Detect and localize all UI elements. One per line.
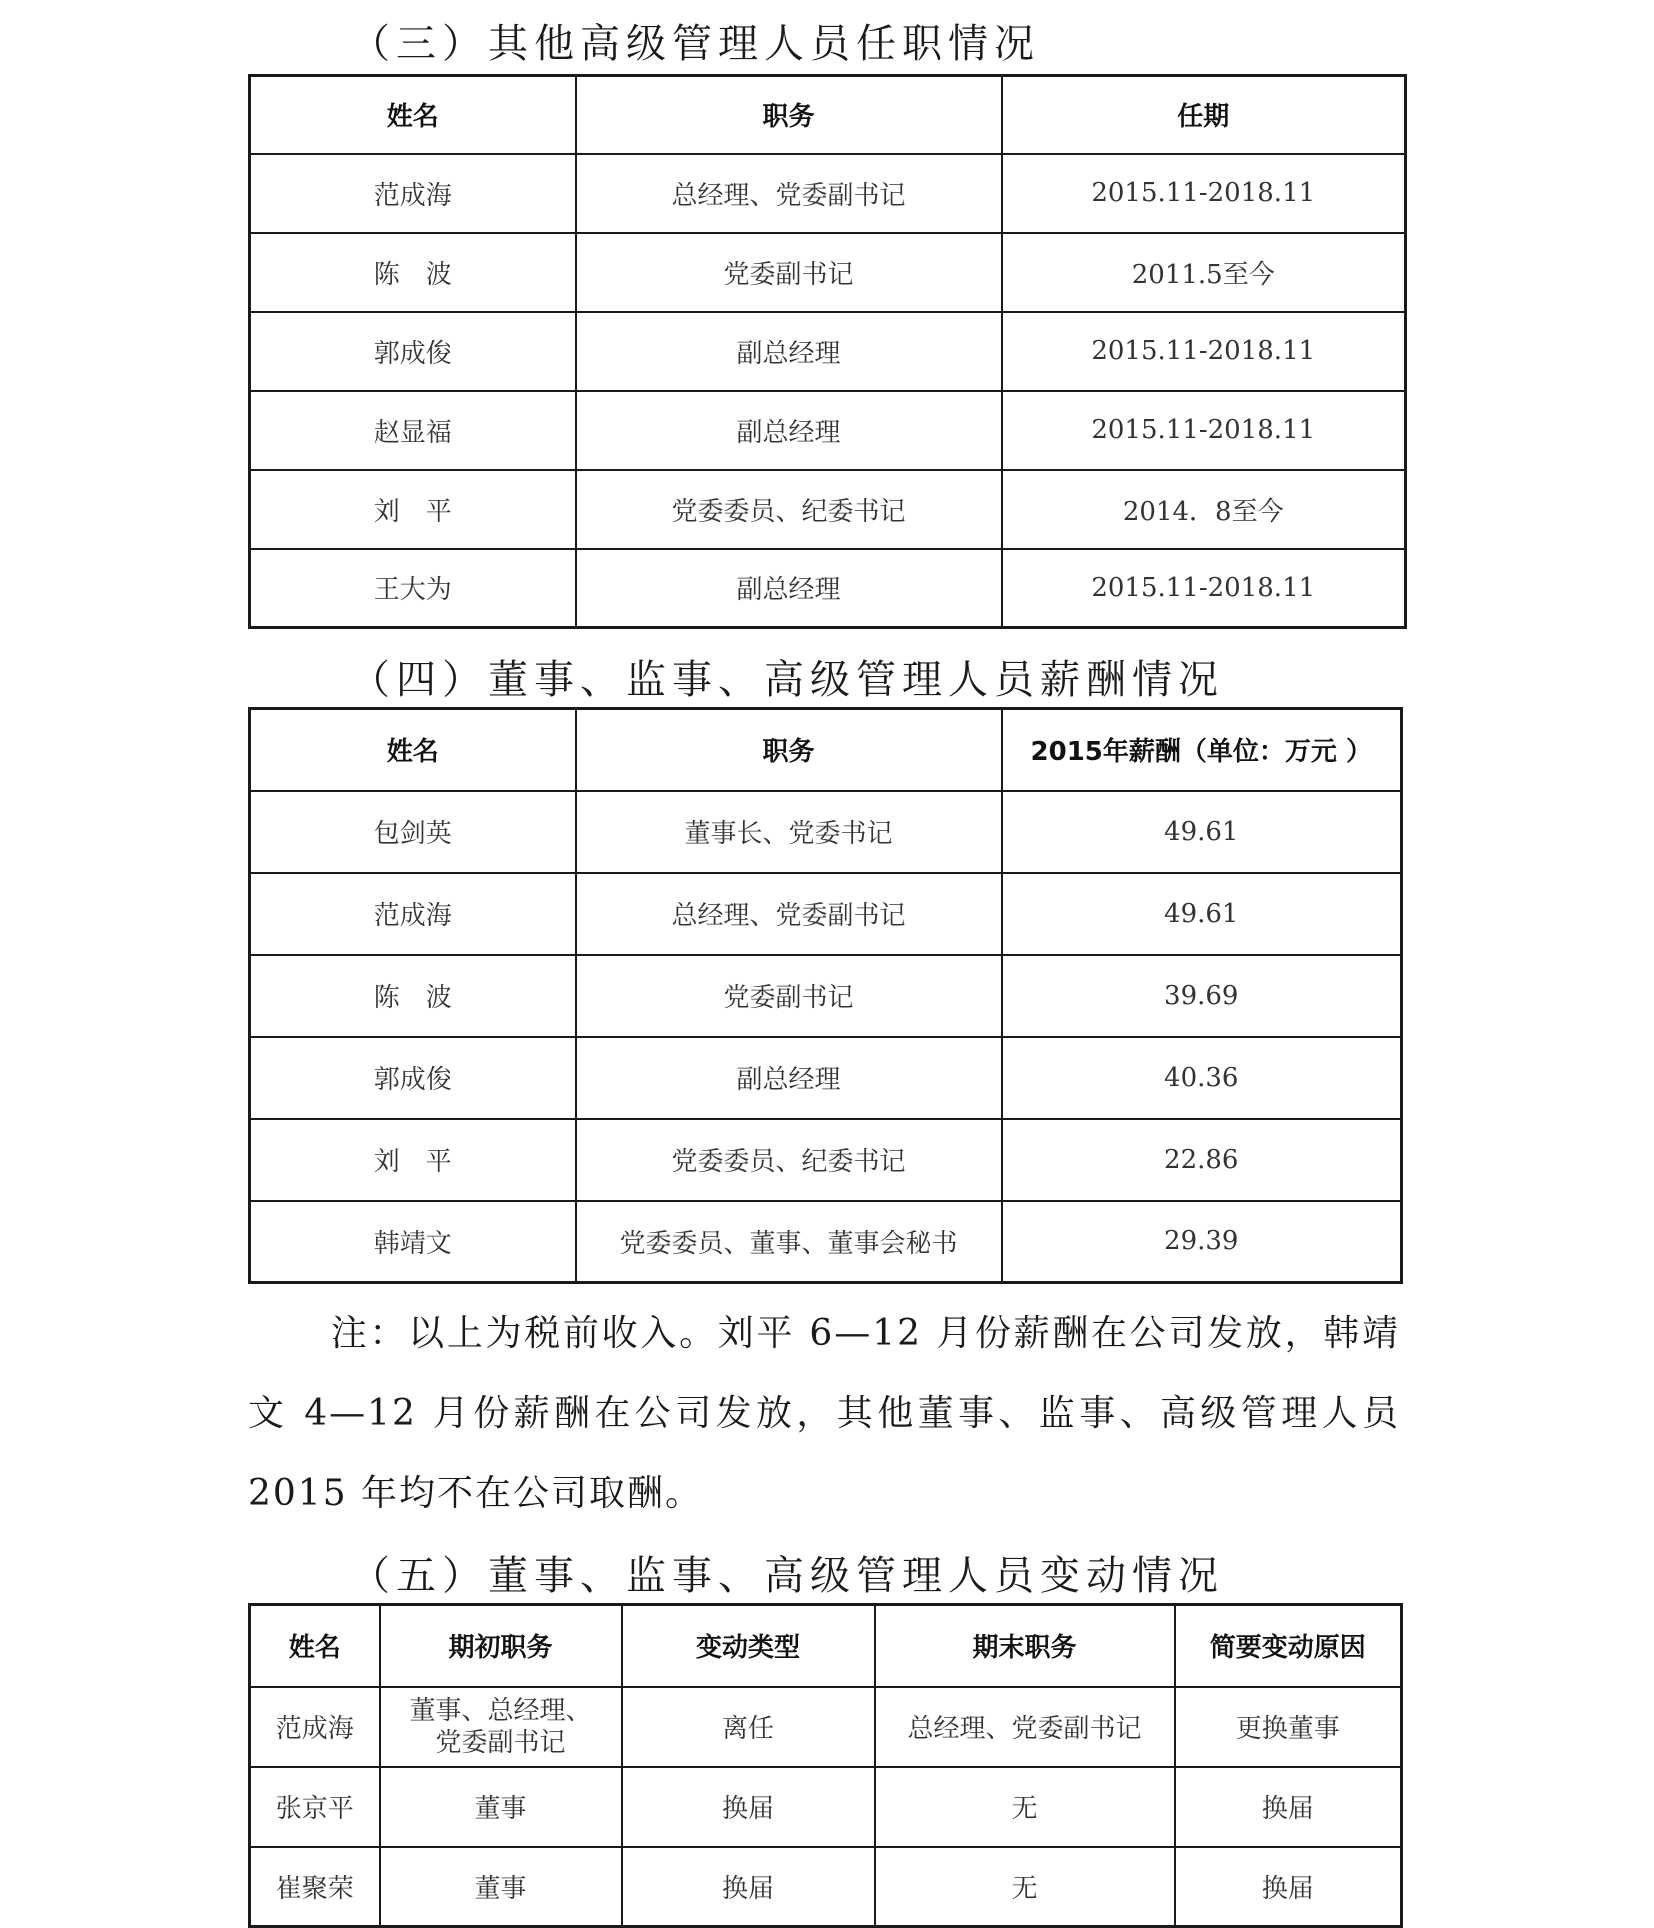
- section-4-title: （四）董事、监事、高级管理人员薪酬情况: [350, 657, 1224, 703]
- cell-change-reason: 换届: [1175, 1767, 1402, 1847]
- cell-name: 刘 平: [250, 470, 576, 549]
- cell-final-position: 无: [875, 1847, 1175, 1927]
- tenure-table: [248, 74, 1407, 629]
- table-row: [250, 955, 1402, 1037]
- table-row: [250, 1767, 1402, 1847]
- cell-term: 2015.11-2018.11: [1002, 549, 1406, 628]
- table-row: [250, 233, 1406, 312]
- cell-name: 陈 波: [250, 233, 576, 312]
- table-row: [250, 1201, 1402, 1283]
- header-position: 职务: [576, 709, 1002, 791]
- cell-salary: 40.36: [1002, 1037, 1402, 1119]
- table-header-row: [250, 76, 1406, 154]
- cell-initial-position: 董事: [380, 1767, 622, 1847]
- cell-name: 赵显福: [250, 391, 576, 470]
- header-term: 任期: [1002, 76, 1406, 154]
- section-3-title: （三）其他高级管理人员任职情况: [350, 21, 1040, 67]
- cell-salary: 29.39: [1002, 1201, 1402, 1283]
- header-initial-position: 期初职务: [380, 1605, 622, 1687]
- table-row: [250, 1119, 1402, 1201]
- cell-position: 副总经理: [576, 391, 1002, 470]
- cell-term: 2015.11-2018.11: [1002, 391, 1406, 470]
- cell-position: 党委副书记: [576, 233, 1002, 312]
- cell-initial-position: 董事、总经理、党委副书记: [380, 1687, 622, 1767]
- cell-term: 2015.11-2018.11: [1002, 312, 1406, 391]
- table-row: [250, 1037, 1402, 1119]
- cell-change-reason: 换届: [1175, 1847, 1402, 1927]
- header-name: 姓名: [250, 709, 576, 791]
- cell-initial-position: 董事: [380, 1847, 622, 1927]
- cell-position: 副总经理: [576, 312, 1002, 391]
- note-paragraph: [248, 1294, 1400, 1534]
- cell-position: 党委副书记: [576, 955, 1002, 1037]
- table-row: [250, 1847, 1402, 1927]
- header-name: 姓名: [250, 76, 576, 154]
- cell-name: 范成海: [250, 873, 576, 955]
- table-row: [250, 312, 1406, 391]
- cell-position: 党委委员、纪委书记: [576, 470, 1002, 549]
- header-final-position: 期末职务: [875, 1605, 1175, 1687]
- cell-salary: 49.61: [1002, 791, 1402, 873]
- cell-position: 总经理、党委副书记: [576, 873, 1002, 955]
- cell-position: 董事长、党委书记: [576, 791, 1002, 873]
- note-text: 注：以上为税前收入。刘平 6—12 月份薪酬在公司发放，韩靖文 4—12 月份薪酬在公司发放，其他董事、监事、高级管理人员 2015 年均不在公司取酬。: [248, 1313, 1400, 1514]
- cell-name: 郭成俊: [250, 1037, 576, 1119]
- cell-name: 刘 平: [250, 1119, 576, 1201]
- table-row: [250, 154, 1406, 233]
- cell-position: 党委委员、董事、董事会秘书: [576, 1201, 1002, 1283]
- table-header-row: [250, 709, 1402, 791]
- cell-final-position: 总经理、党委副书记: [875, 1687, 1175, 1767]
- cell-change-type: 换届: [622, 1847, 875, 1927]
- table-row: [250, 1687, 1402, 1767]
- cell-name: 郭成俊: [250, 312, 576, 391]
- table-row: [250, 873, 1402, 955]
- cell-position: 副总经理: [576, 1037, 1002, 1119]
- table-row: [250, 391, 1406, 470]
- cell-change-type: 换届: [622, 1767, 875, 1847]
- table-header-row: [250, 1605, 1402, 1687]
- section-5-title: （五）董事、监事、高级管理人员变动情况: [350, 1553, 1224, 1599]
- cell-name: 韩靖文: [250, 1201, 576, 1283]
- header-change-type: 变动类型: [622, 1605, 875, 1687]
- cell-position: 党委委员、纪委书记: [576, 1119, 1002, 1201]
- header-name: 姓名: [250, 1605, 380, 1687]
- header-salary: 2015年薪酬（单位：万元 ）: [1002, 709, 1402, 791]
- cell-salary: 49.61: [1002, 873, 1402, 955]
- cell-change-type: 离任: [622, 1687, 875, 1767]
- cell-salary: 39.69: [1002, 955, 1402, 1037]
- cell-final-position: 无: [875, 1767, 1175, 1847]
- table-row: [250, 791, 1402, 873]
- compensation-table: [248, 707, 1403, 1284]
- table-row: [250, 470, 1406, 549]
- header-change-reason: 简要变动原因: [1175, 1605, 1402, 1687]
- cell-position: 总经理、党委副书记: [576, 154, 1002, 233]
- header-position: 职务: [576, 76, 1002, 154]
- cell-term: 2014．8至今: [1002, 470, 1406, 549]
- cell-name: 范成海: [250, 1687, 380, 1767]
- table-row: [250, 549, 1406, 628]
- personnel-change-table: [248, 1603, 1403, 1928]
- cell-name: 王大为: [250, 549, 576, 628]
- cell-salary: 22.86: [1002, 1119, 1402, 1201]
- cell-name: 陈 波: [250, 955, 576, 1037]
- cell-name: 包剑英: [250, 791, 576, 873]
- cell-name: 张京平: [250, 1767, 380, 1847]
- cell-position: 副总经理: [576, 549, 1002, 628]
- cell-change-reason: 更换董事: [1175, 1687, 1402, 1767]
- cell-term: 2011.5至今: [1002, 233, 1406, 312]
- cell-name: 范成海: [250, 154, 576, 233]
- cell-term: 2015.11-2018.11: [1002, 154, 1406, 233]
- cell-name: 崔聚荣: [250, 1847, 380, 1927]
